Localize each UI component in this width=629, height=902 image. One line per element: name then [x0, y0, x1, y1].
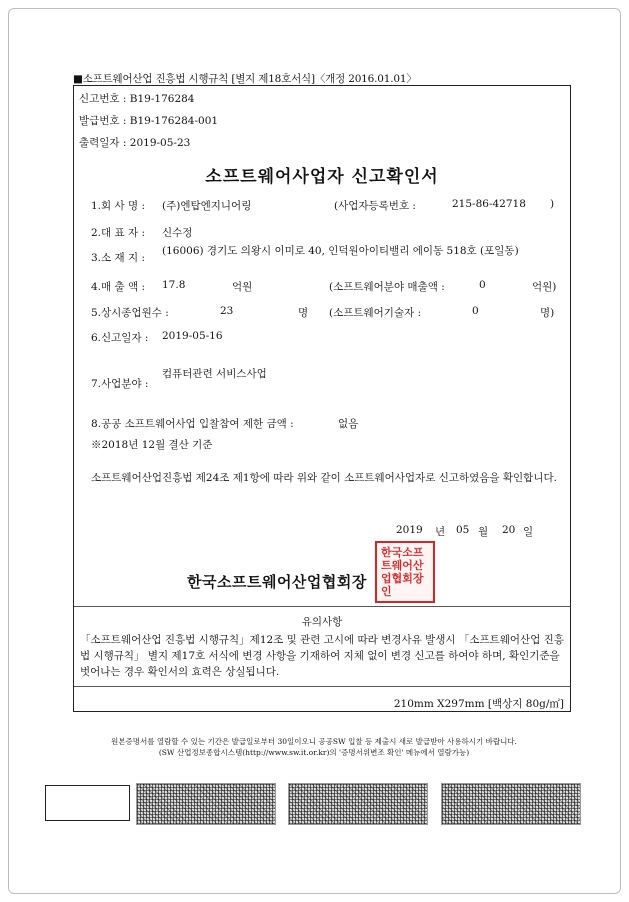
- bizno-label: (사업자등록번호 :: [334, 200, 416, 212]
- staff-label: 5.상시종업원수 :: [91, 307, 169, 319]
- bizno-close: ): [550, 198, 555, 210]
- ceo-label: 2.대 표 자 :: [91, 227, 145, 239]
- notice-title: 유의사항: [301, 616, 343, 628]
- 2d-barcode-1: [136, 783, 276, 825]
- company-value: (주)엔탑엔지니어링: [162, 200, 252, 212]
- sw-tech-unit: 명): [540, 307, 555, 319]
- sw-sales-unit: 억원): [532, 281, 557, 293]
- ceo-value: 신수정: [162, 227, 193, 239]
- report-date-label: 6.신고일자 :: [91, 332, 149, 344]
- seal-text: 한국소프트웨어산업협회장인: [381, 546, 424, 598]
- association-name: 한국소프트웨어산업협회장: [187, 573, 367, 591]
- paper-spec: 210mm X297mm [백상지 80g/㎡]: [393, 698, 564, 710]
- sw-tech-value: 0: [472, 305, 479, 317]
- print-date: 출력일자 : 2019-05-23: [79, 137, 191, 149]
- issue-day-unit: 일: [523, 526, 534, 538]
- sw-tech-label: (소프트웨어기술자 :: [329, 307, 422, 319]
- sw-sales-value: 0: [479, 279, 486, 291]
- 2d-barcode-2: [288, 783, 428, 825]
- sw-sales-label: (소프트웨어분야 매출액 :: [329, 281, 445, 293]
- bizno-value: 215-86-42718: [452, 198, 526, 210]
- staff-value: 23: [220, 305, 234, 317]
- page-title: 소프트웨어사업자 신고확인서: [205, 167, 439, 187]
- blank-box: [45, 785, 130, 821]
- issue-year: 2019: [396, 524, 423, 536]
- restriction-value: 없음: [338, 418, 359, 430]
- report-number: 신고번호 : B19-176284: [79, 93, 195, 105]
- company-label: 1.회 사 명 :: [91, 200, 145, 212]
- issue-number: 발급번호 : B19-176284-001: [79, 115, 219, 127]
- issue-year-unit: 년: [435, 526, 446, 538]
- issue-day: 20: [502, 524, 516, 536]
- divider: [74, 606, 570, 607]
- official-seal: [375, 541, 435, 603]
- 2d-barcode-3: [441, 783, 581, 825]
- footnote: [54, 736, 574, 758]
- restriction-label: 8.공공 소프트웨어사업 입찰참여 제한 금액 :: [91, 418, 294, 430]
- business-field-label: 7.사업분야 :: [91, 378, 149, 390]
- confirmation-text: 소프트웨어산업진흥법 제24조 제1항에 따라 위와 같이 소프트웨어사업자로 신고하였음을 확인합니다.: [91, 472, 557, 484]
- issue-month: 05: [456, 524, 470, 536]
- staff-unit: 명: [298, 307, 309, 319]
- sales-value: 17.8: [162, 279, 186, 291]
- certificate-document: [73, 85, 571, 712]
- divider: [74, 686, 570, 687]
- sales-label: 4.매 출 액 :: [91, 281, 145, 293]
- form-header: ■소프트웨어산업 진흥법 시행규칙 [별지 제18호서식]〈개정 2016.01.01〉: [73, 73, 417, 85]
- basis-note: ※2018년 12월 결산 기준: [91, 439, 213, 451]
- address-value: (16006) 경기도 의왕시 이미로 40, 인덕원아이티밸리 에이동 518호 (포일동): [162, 245, 519, 257]
- report-date-value: 2019-05-16: [162, 330, 223, 342]
- footnote-line-2: (SW 산업정보종합시스템(http://www.sw.it.or.kr)의 '증명서위변조 확인' 메뉴에서 열람가능): [158, 748, 470, 757]
- address-label: 3.소 재 지 :: [91, 252, 145, 264]
- business-field-value: 컴퓨터관련 서비스사업: [162, 368, 267, 380]
- footnote-line-1: 원본증명서를 열람할 수 있는 기간은 발급일로부터 30일이오니 공공SW 입찰 등 제출시 새로 발급받아 사용하시기 바랍니다.: [111, 737, 517, 746]
- issue-month-unit: 월: [478, 526, 489, 538]
- notice-text: 「소프트웨어산업 진흥법 시행규칙」제12조 및 관련 고시에 따라 변경사유 발생시 「소프트웨어산업 진흥법 시행규칙」 별지 제17호 서식에 변경 사항을 기재하여 지체 없이 변경 신고를 하여야 하며, 확인기준을 벗어나는 경우 확인서의 효력은 상실됩니다.: [80, 634, 564, 678]
- sales-unit: 억원: [232, 281, 253, 293]
